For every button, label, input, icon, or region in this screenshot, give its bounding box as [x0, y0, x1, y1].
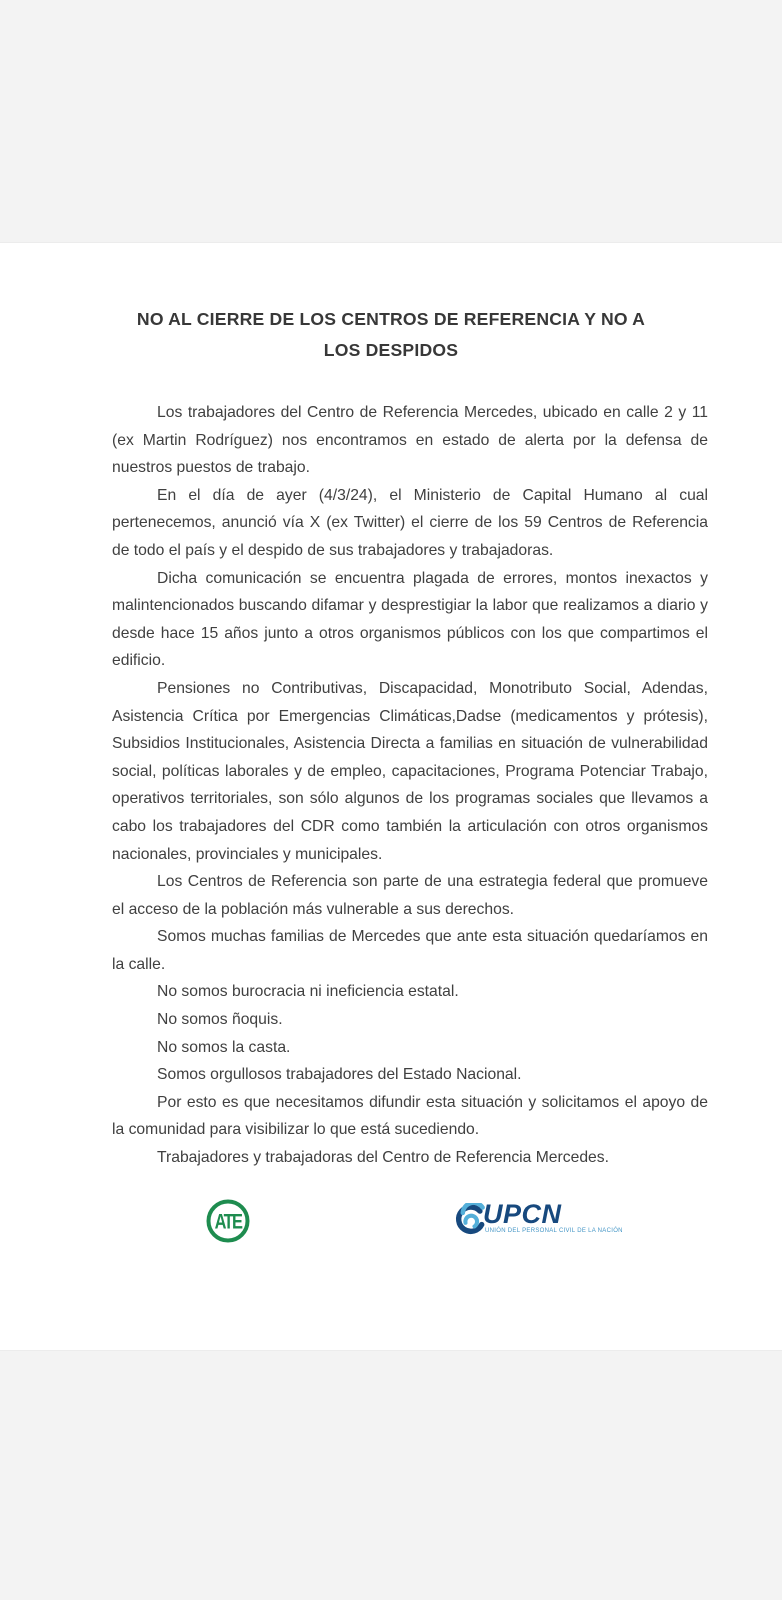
paragraph: Los Centros de Referencia son parte de una estrategia federal que promueve el acceso de la población más vulnerable a sus derechos. [112, 873, 708, 918]
page-title-line-1: NO AL CIERRE DE LOS CENTROS DE REFERENCIA Y NO A [136, 309, 646, 329]
document-page [0, 243, 782, 1350]
paragraph: Los trabajadores del Centro de Referencia Mercedes, ubicado en calle 2 y 11 (ex Martin Rodríguez) nos encontramos en estado de alerta por la defensa de nuestros puestos de trabajo. [112, 404, 708, 477]
background-top [0, 0, 782, 243]
ate-logo [204, 1197, 252, 1245]
upcn-logo-text: UPCN [483, 1199, 562, 1229]
paragraph: En el día de ayer (4/3/24), el Ministerio de Capital Humano al cual pertenecemos, anunció vía X (ex Twitter) el cierre de los 59 Centros de Referencia de todo el país y el despido de sus trabajadores y trabajadoras. [112, 486, 708, 559]
upcn-logo-tagline: UNIÓN DEL PERSONAL CIVIL DE LA NACIÓN [485, 1228, 623, 1234]
document-body [0, 366, 782, 1172]
paragraph: No somos burocracia ni ineficiencia estatal. [157, 983, 459, 1001]
paragraph: No somos la casta. [157, 1038, 291, 1056]
page-title [0, 243, 782, 366]
ate-logo-text: ATE [214, 1209, 242, 1233]
upcn-logo [452, 1199, 623, 1243]
page-title-line-2: LOS DESPIDOS [323, 340, 459, 360]
paragraph: Por esto es que necesitamos difundir esta situación y solicitamos el apoyo de la comunidad para visibilizar lo que está sucediendo. [112, 1093, 708, 1139]
paragraph: Somos muchas familias de Mercedes que ante esta situación quedaríamos en la calle. [112, 928, 708, 973]
paragraph: Somos orgullosos trabajadores del Estado Nacional. [157, 1066, 522, 1084]
paragraph: No somos ñoquis. [157, 1011, 283, 1029]
paragraph: Pensiones no Contributivas, Discapacidad, Monotributo Social, Adendas, Asistencia Crítica por Emergencias Climáticas,Dadse (medicamentos y prótesis), Subsidios Institucionales, Asistencia Directa a familias en situación de vulnerabilidad social, políticas laborales y de empleo, capacitaciones, Programa Potenciar Trabajo, operativos territoriales, son sólo algunos de los programas sociales que llevamos a cabo los trabajadores del CDR como también la articulación con otros organismos nacionales, provinciales y municipales. [112, 679, 708, 863]
ate-circle-icon [204, 1197, 252, 1245]
background-bottom [0, 1350, 782, 1600]
logo-row [0, 1189, 782, 1253]
paragraph: Trabajadores y trabajadoras del Centro de Referencia Mercedes. [157, 1149, 609, 1167]
paragraph: Dicha comunicación se encuentra plagada de errores, montos inexactos y malintencionados buscando difamar y desprestigiar la labor que realizamos a diario y desde hace 15 años junto a otros organismos públicos con los que compartimos el edificio. [112, 569, 708, 670]
